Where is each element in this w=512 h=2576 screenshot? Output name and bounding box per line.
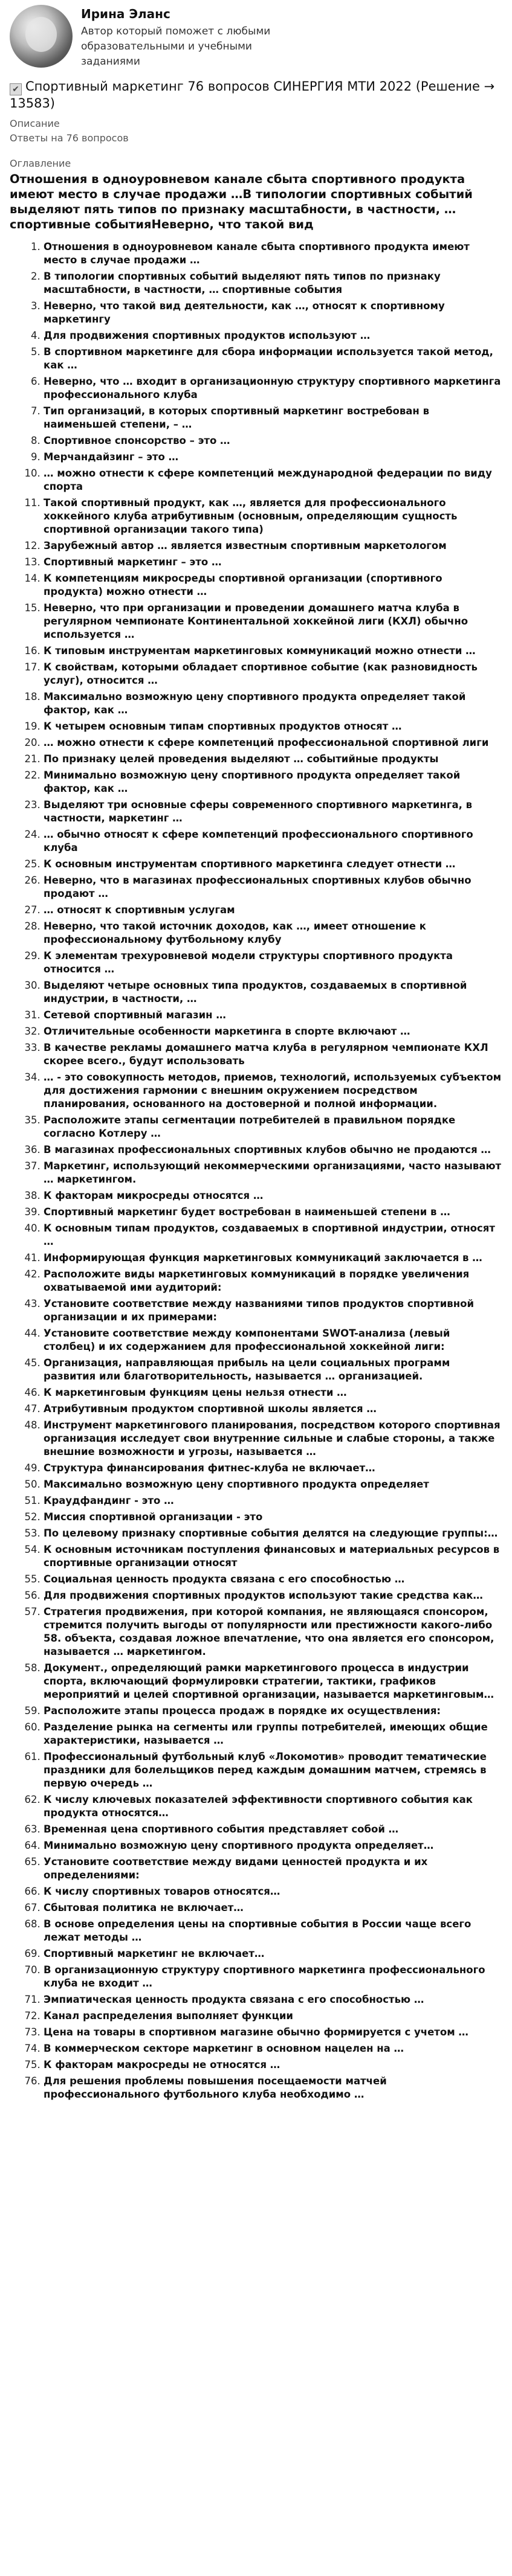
- toc-item[interactable]: 62. К числу ключевых показателей эффективности спортивного события как продукта относятся…: [44, 1793, 502, 1820]
- avatar[interactable]: [10, 5, 73, 68]
- toc-item[interactable]: 30. Выделяют четыре основных типа продуктов, создаваемых в спортивной индустрии, в частности, …: [44, 979, 502, 1006]
- toc-label: Оглавление: [10, 158, 71, 169]
- toc-item[interactable]: 43. Установите соответствие между названиями типов продуктов спортивной организации и их примерами:: [44, 1297, 502, 1324]
- toc-item[interactable]: 21. По признаку целей проведения выделяют … событийные продукты: [44, 753, 502, 766]
- toc-item[interactable]: 54. К основным источникам поступления финансовых и материальных ресурсов в спортивные организации относят: [44, 1543, 502, 1570]
- toc-item[interactable]: 50. Максимально возможную цену спортивного продукта определяет: [44, 1478, 502, 1491]
- toc-item[interactable]: 5. В спортивном маркетинге для сбора информации используется такой метод, как …: [44, 345, 502, 372]
- toc-item[interactable]: 25. К основным инструментам спортивного маркетинга следует отнести …: [44, 858, 502, 871]
- toc-item[interactable]: 26. Неверно, что в магазинах профессиональных спортивных клубов обычно продают …: [44, 874, 502, 901]
- toc-item[interactable]: 61. Профессиональный футбольный клуб «Локомотив» проводит тематические праздники для болельщиков перед каждым домашним матчем, стремясь в первую очередь …: [44, 1750, 502, 1790]
- toc-item[interactable]: 42. Расположите виды маркетинговых коммуникаций в порядке увеличения охватываемой ими аудиторий:: [44, 1268, 502, 1294]
- toc-item[interactable]: 45. Организация, направляющая прибыль на цели социальных программ развития или благотворительность, называется … организацией.: [44, 1357, 502, 1383]
- toc-item[interactable]: 44. Установите соответствие между компонентами SWOT-анализа (левый столбец) и их содержанием для профессиональной хоккейной лиги:: [44, 1327, 502, 1354]
- toc-item[interactable]: 15. Неверно, что при организации и проведении домашнего матча клуба в регулярном чемпионате Континентальной хоккейной лиги (КХЛ) обычно используется …: [44, 602, 502, 641]
- toc-item[interactable]: 41. Информирующая функция маркетинговых коммуникаций заключается в …: [44, 1251, 502, 1265]
- toc-item[interactable]: 2. В типологии спортивных событий выделяют пять типов по признаку масштабности, в частности, … спортивные события: [44, 270, 502, 297]
- answers-count: Ответы на 76 вопросов: [10, 132, 129, 144]
- toc-item[interactable]: 75. К факторам макросреды не относятся …: [44, 2058, 502, 2072]
- toc-item[interactable]: 8. Спортивное спонсорство – это …: [44, 434, 502, 448]
- toc-item[interactable]: 4. Для продвижения спортивных продуктов используют …: [44, 329, 502, 342]
- toc-item[interactable]: 33. В качестве рекламы домашнего матча клуба в регулярном чемпионате КХЛ скорее всего., будут использовать: [44, 1041, 502, 1068]
- toc-item[interactable]: 63. Временная цена спортивного события представляет собой …: [44, 1823, 502, 1836]
- toc-item[interactable]: 19. К четырем основным типам спортивных продуктов относят …: [44, 720, 502, 733]
- toc-item[interactable]: 34. … - это совокупность методов, приемов, технологий, используемых субъектом для достижения гармонии с внешним окружением посредством планирования, основанного на достоверной и полной информации.: [44, 1071, 502, 1111]
- toc-item[interactable]: 10. … можно отнести к сфере компетенций международной федерации по виду спорта: [44, 467, 502, 493]
- toc-item[interactable]: 36. В магазинах профессиональных спортивных клубов обычно не продаются …: [44, 1143, 502, 1157]
- toc-item[interactable]: 7. Тип организаций, в которых спортивный маркетинг востребован в наименьшей степени, – …: [44, 405, 502, 431]
- toc-item[interactable]: 67. Сбытовая политика не включает…: [44, 1901, 502, 1915]
- toc-item[interactable]: 14. К компетенциям микросреды спортивной организации (спортивного продукта) можно отнести …: [44, 572, 502, 599]
- toc-item[interactable]: 13. Спортивный маркетинг – это …: [44, 556, 502, 569]
- toc-item[interactable]: 69. Спортивный маркетинг не включает…: [44, 1947, 502, 1961]
- toc-item[interactable]: 60. Разделение рынка на сегменты или группы потребителей, имеющих общие характеристики, называется …: [44, 1721, 502, 1747]
- toc-item[interactable]: 56. Для продвижения спортивных продуктов используют такие средства как…: [44, 1589, 502, 1602]
- toc-item[interactable]: 16. К типовым инструментам маркетинговых коммуникаций можно отнести …: [44, 644, 502, 658]
- toc-item[interactable]: 24. … обычно относят к сфере компетенций профессионального спортивного клуба: [44, 828, 502, 855]
- toc-list: [10, 240, 502, 2101]
- toc-item[interactable]: 68. В основе определения цены на спортивные события в России чаще всего лежат методы …: [44, 1918, 502, 1944]
- toc-item[interactable]: 23. Выделяют три основные сферы современного спортивного маркетинга, в частности, маркетинг …: [44, 798, 502, 825]
- toc-item[interactable]: 38. К факторам микросреды относятся …: [44, 1189, 502, 1203]
- meta-block: [10, 117, 502, 146]
- toc-item[interactable]: 37. Маркетинг, использующий некоммерческими организациями, часто называют … маркетингом.: [44, 1160, 502, 1186]
- toc-item[interactable]: 71. Эмпиатическая ценность продукта связана с его способностью …: [44, 1993, 502, 2006]
- toc-item[interactable]: 12. Зарубежный автор … является известным спортивным маркетологом: [44, 539, 502, 553]
- toc-item[interactable]: 28. Неверно, что такой источник доходов, как …, имеет отношение к профессиональному футбольному клубу: [44, 920, 502, 946]
- description-label: Описание: [10, 118, 60, 129]
- toc-item[interactable]: 48. Инструмент маркетингового планирования, посредством которого спортивная организация исследует свои внутренние сильные и слабые стороны, а также внешние возможности и угрозы, называется …: [44, 1419, 502, 1459]
- toc-item[interactable]: 39. Спортивный маркетинг будет востребован в наименьшей степени в …: [44, 1206, 502, 1219]
- toc-item[interactable]: 32. Отличительные особенности маркетинга в спорте включают …: [44, 1025, 502, 1038]
- toc-item[interactable]: 6. Неверно, что … входит в организационную структуру спортивного маркетинга профессионального клуба: [44, 375, 502, 402]
- page-title-text: Спортивный маркетинг 76 вопросов СИНЕРГИЯ МТИ 2022 (Решение → 13583): [10, 79, 495, 111]
- toc-item[interactable]: 9. Мерчандайзинг – это …: [44, 451, 502, 464]
- toc-item[interactable]: 11. Такой спортивный продукт, как …, является для профессионального хоккейного клуба атрибутивным (основным, определяющим сущность спортивной организации такого типа): [44, 496, 502, 536]
- toc-item[interactable]: 1. Отношения в одноуровневом канале сбыта спортивного продукта имеют место в случае продажи …: [44, 240, 502, 267]
- toc-item[interactable]: 72. Канал распределения выполняет функции: [44, 2009, 502, 2023]
- toc-item[interactable]: 22. Минимально возможную цену спортивного продукта определяет такой фактор, как …: [44, 769, 502, 795]
- toc-item[interactable]: 70. В организационную структуру спортивного маркетинга профессионального клуба не входит …: [44, 1964, 502, 1990]
- toc-item[interactable]: 73. Цена на товары в спортивном магазине обычно формируется с учетом …: [44, 2026, 502, 2039]
- author-description: Автор который поможет с любыми образовательными и учебными заданиями: [81, 25, 271, 68]
- author-card: [10, 0, 502, 72]
- toc-item[interactable]: 51. Краудфандинг - это …: [44, 1494, 502, 1508]
- toc-item[interactable]: 57. Стратегия продвижения, при которой компания, не являющаяся спонсором, стремится получить выгоды от популярности или престижности какого-либо 58. объекта, создавая ложное впечатление, что она является его спонсором, называется … маркетингом.: [44, 1605, 502, 1659]
- toc-item[interactable]: 46. К маркетинговым функциям цены нельзя отнести …: [44, 1386, 502, 1399]
- toc-item[interactable]: 31. Сетевой спортивный магазин …: [44, 1009, 502, 1022]
- toc-item[interactable]: 58. Документ., определяющий рамки маркетингового процесса в индустрии спорта, включающий формулировки стратегии, тактики, графиков мероприятий и целей спортивной организации, называется маркетинговым…: [44, 1662, 502, 1701]
- toc-item[interactable]: 66. К числу спортивных товаров относятся…: [44, 1885, 502, 1898]
- toc-item[interactable]: 74. В коммерческом секторе маркетинг в основном нацелен на …: [44, 2042, 502, 2055]
- toc-item[interactable]: 35. Расположите этапы сегментации потребителей в правильном порядке согласно Котлеру …: [44, 1114, 502, 1140]
- toc-item[interactable]: 65. Установите соответствие между видами ценностей продукта и их определениями:: [44, 1855, 502, 1882]
- toc-item[interactable]: 20. … можно отнести к сфере компетенций профессиональной спортивной лиги: [44, 736, 502, 750]
- author-name[interactable]: Ирина Эланс: [81, 7, 170, 21]
- toc-item[interactable]: 17. К свойствам, которыми обладает спортивное событие (как разновидность услуг), относится …: [44, 661, 502, 687]
- toc-item[interactable]: 55. Социальная ценность продукта связана с его способностью …: [44, 1573, 502, 1586]
- page-title: [10, 79, 502, 111]
- author-info: [81, 5, 299, 69]
- toc-item[interactable]: 76. Для решения проблемы повышения посещаемости матчей профессионального футбольного клуба необходимо …: [44, 2075, 502, 2101]
- toc-item[interactable]: 64. Минимально возможную цену спортивного продукта определяет…: [44, 1839, 502, 1852]
- toc-item[interactable]: 47. Атрибутивным продуктом спортивной школы является …: [44, 1402, 502, 1416]
- toc-item[interactable]: 59. Расположите этапы процесса продаж в порядке их осуществления:: [44, 1704, 502, 1718]
- toc-item[interactable]: 49. Структура финансирования фитнес-клуба не включает…: [44, 1462, 502, 1475]
- toc-item[interactable]: 29. К элементам трехуровневой модели структуры спортивного продукта относится …: [44, 949, 502, 976]
- toc-item[interactable]: 27. … относят к спортивным услугам: [44, 904, 502, 917]
- toc-item[interactable]: 53. По целевому признаку спортивные события делятся на следующие группы:…: [44, 1527, 502, 1540]
- headline: Отношения в одноуровневом канале сбыта спортивного продукта имеют место в случае продажи …В типологии спортивных событий выделяют пять типов по признаку масштабности, в частности, … спортивные событияНеверно, что такой вид: [10, 172, 473, 231]
- toc-item[interactable]: 52. Миссия спортивной организации - это: [44, 1511, 502, 1524]
- toc-item[interactable]: 18. Максимально возможную цену спортивного продукта определяет такой фактор, как …: [44, 690, 502, 717]
- toc-item[interactable]: 40. К основным типам продуктов, создаваемых в спортивной индустрии, относят …: [44, 1222, 502, 1248]
- toc-item[interactable]: 3. Неверно, что такой вид деятельности, как …, относят к спортивному маркетингу: [44, 300, 502, 326]
- checkbox-icon: ✔: [10, 83, 22, 95]
